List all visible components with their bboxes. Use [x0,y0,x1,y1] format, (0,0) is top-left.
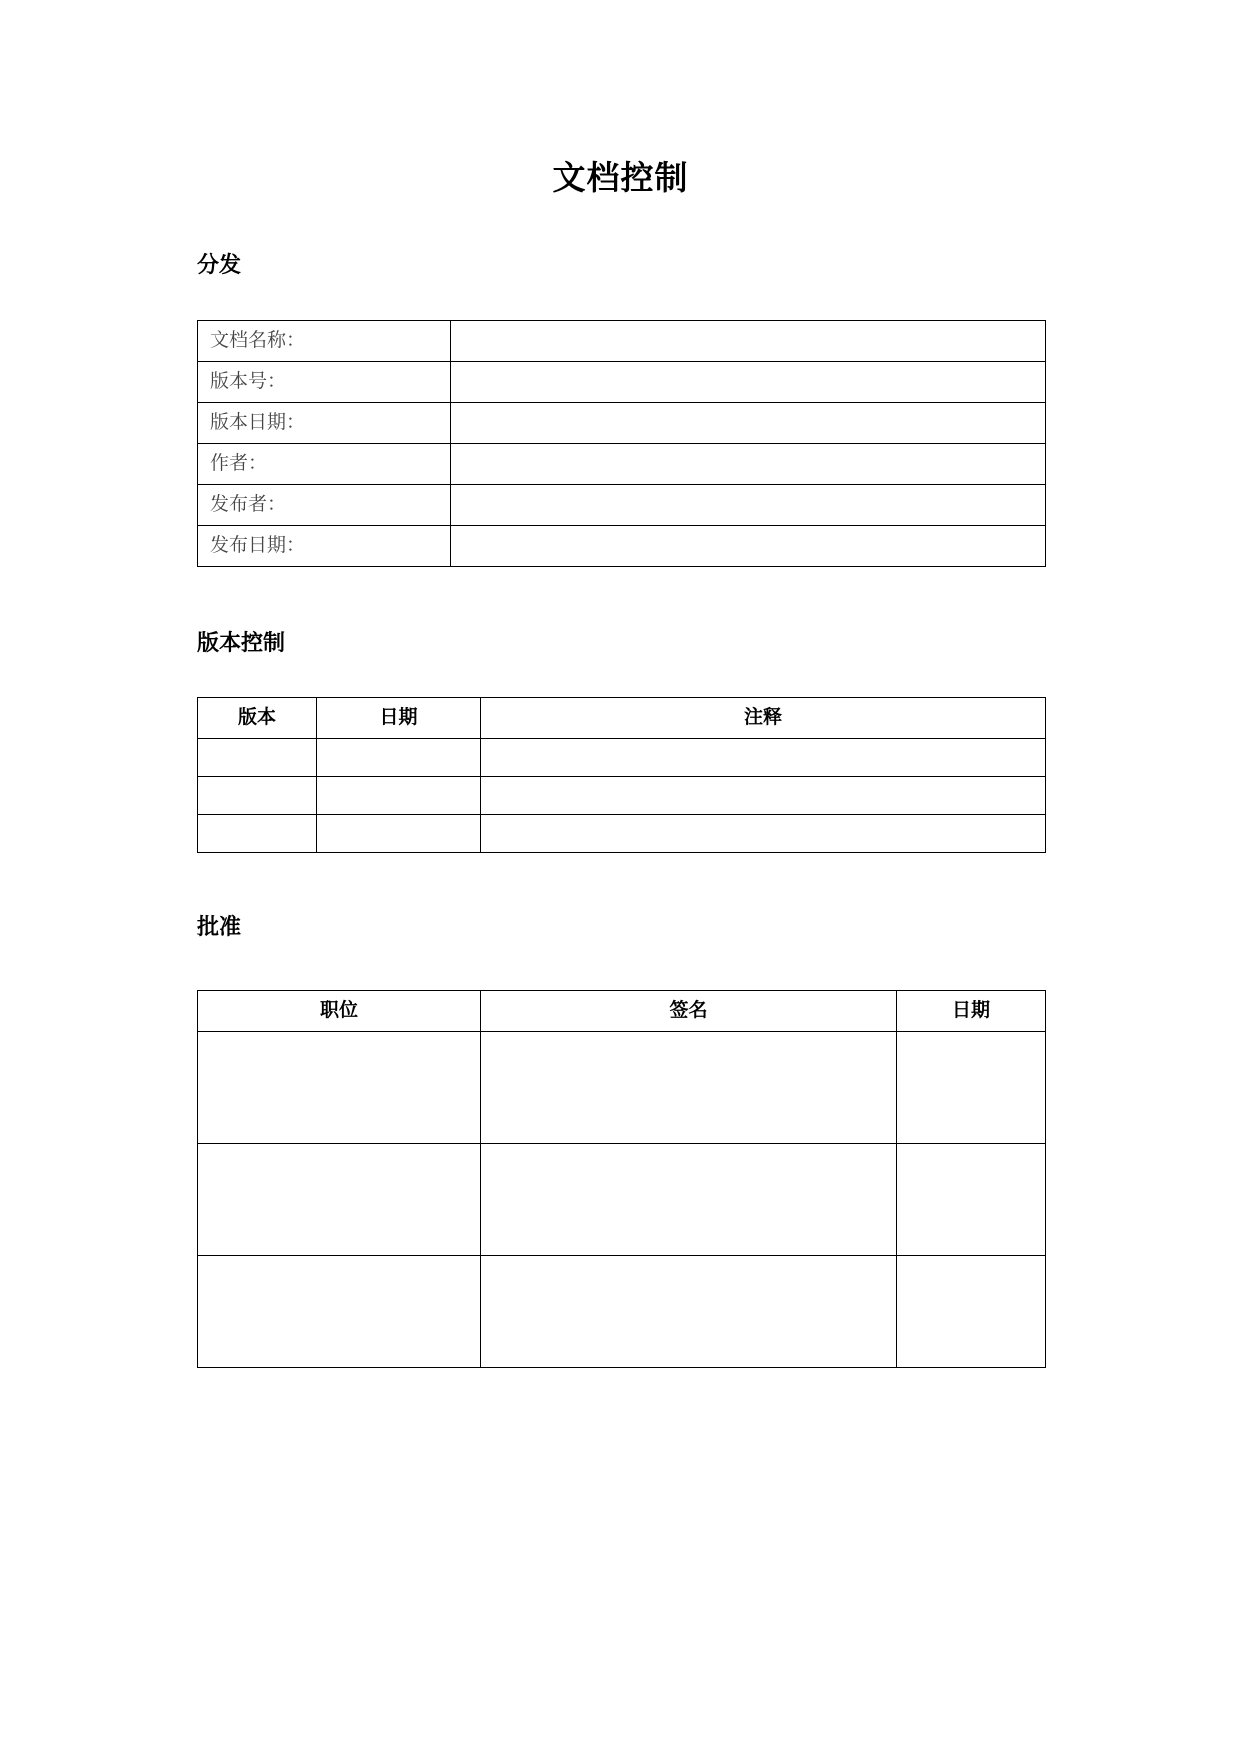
approval-table [197,990,1046,1368]
version-control-heading: 版本控制 [197,631,286,656]
column-header-signature: 签名 [481,991,897,1032]
column-header-notes: 注释 [481,698,1046,739]
doc-name-value[interactable] [451,321,1046,362]
publisher-label: 发布者： [198,485,451,526]
signature-cell[interactable] [481,1144,897,1256]
distribution-heading: 分发 [197,253,242,278]
version-date-label: 版本日期： [198,403,451,444]
publisher-value[interactable] [451,485,1046,526]
version-cell[interactable] [198,739,317,777]
publish-date-label: 发布日期： [198,526,451,567]
notes-cell[interactable] [481,777,1046,815]
notes-cell[interactable] [481,815,1046,853]
table-row [198,815,1046,853]
doc-name-label: 文档名称： [198,321,451,362]
version-date-value[interactable] [451,403,1046,444]
table-row [198,1256,1046,1368]
author-value[interactable] [451,444,1046,485]
date-cell[interactable] [897,1256,1046,1368]
approval-heading: 批准 [197,915,242,940]
version-cell[interactable] [198,815,317,853]
signature-cell[interactable] [481,1032,897,1144]
table-row [198,1032,1046,1144]
column-header-version: 版本 [198,698,317,739]
position-cell[interactable] [198,1144,481,1256]
table-row [198,403,1046,444]
publish-date-value[interactable] [451,526,1046,567]
position-cell[interactable] [198,1256,481,1368]
version-number-label: 版本号： [198,362,451,403]
date-cell[interactable] [317,739,481,777]
signature-cell[interactable] [481,1256,897,1368]
table-row [198,739,1046,777]
notes-cell[interactable] [481,739,1046,777]
column-header-position: 职位 [198,991,481,1032]
author-label: 作者： [198,444,451,485]
date-cell[interactable] [897,1032,1046,1144]
version-number-value[interactable] [451,362,1046,403]
table-row [198,485,1046,526]
column-header-date: 日期 [897,991,1046,1032]
distribution-table [197,320,1046,567]
column-header-date: 日期 [317,698,481,739]
version-cell[interactable] [198,777,317,815]
position-cell[interactable] [198,1032,481,1144]
table-header-row [198,991,1046,1032]
date-cell[interactable] [317,777,481,815]
table-row [198,777,1046,815]
date-cell[interactable] [317,815,481,853]
table-header-row [198,698,1046,739]
table-row [198,1144,1046,1256]
table-row [198,362,1046,403]
page-title: 文档控制 [552,158,689,197]
table-row [198,321,1046,362]
table-row [198,526,1046,567]
version-control-table [197,697,1046,853]
date-cell[interactable] [897,1144,1046,1256]
table-row [198,444,1046,485]
